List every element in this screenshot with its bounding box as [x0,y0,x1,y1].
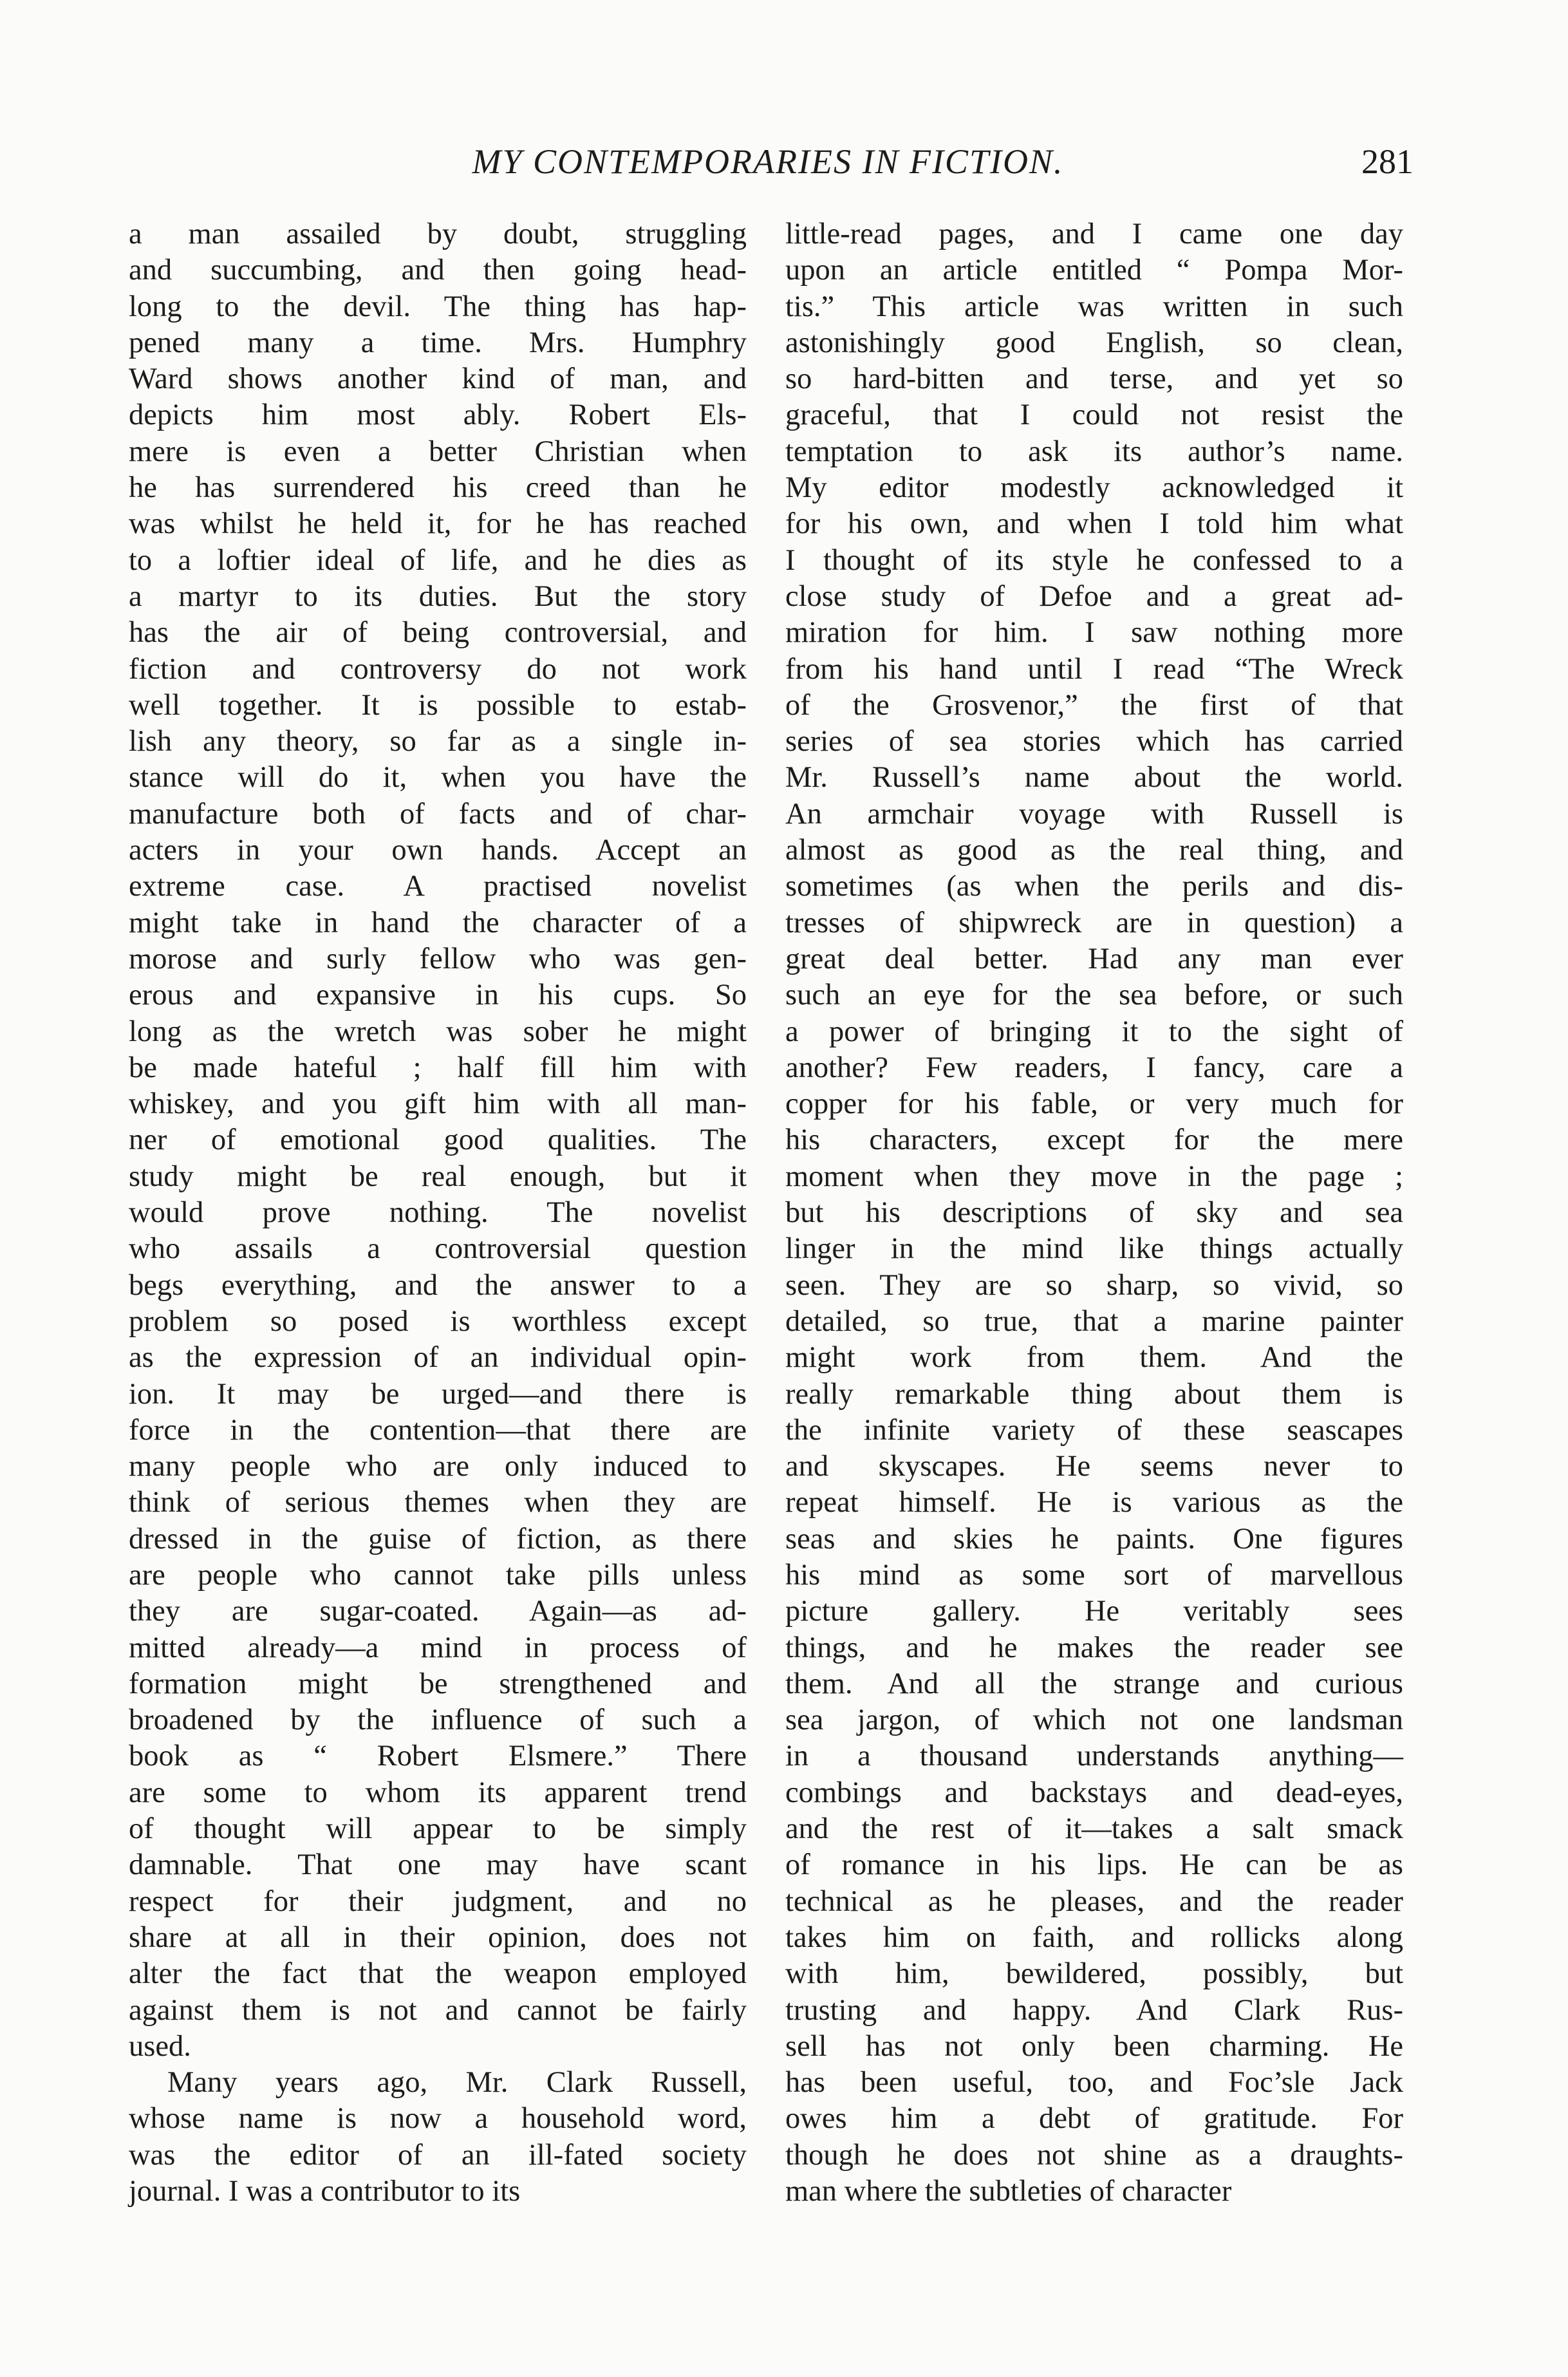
text-line: repeat himself. He is various as the [785,1486,1403,1519]
text-line: takes him on faith, and rollicks along [785,1921,1403,1954]
left-text-column [129,216,747,2210]
text-line: they are sugar-coated. Again—as ad- [129,1595,747,1628]
text-line: are some to whom its apparent trend [129,1776,747,1809]
text-line: from his hand until I read “The Wreck [785,652,1403,686]
text-line: Mr. Russell’s name about the world. [785,761,1403,794]
text-line: combings and backstays and dead-eyes, [785,1776,1403,1809]
text-line: picture gallery. He veritably sees [785,1595,1403,1628]
running-title: MY CONTEMPORARIES IN FICTION. [472,142,1064,181]
text-line: little-read pages, and I came one day [785,218,1403,250]
text-line: with him, bewildered, possibly, but [785,1957,1403,1991]
text-line: My editor modestly acknowledged it [785,471,1403,505]
text-line: of romance in his lips. He can be as [785,1848,1403,1882]
text-line: so hard-bitten and terse, and yet so [785,362,1403,396]
text-line: sea jargon, of which not one landsman [785,1704,1403,1737]
text-line: be made hateful ; half fill him with [129,1051,747,1084]
text-line: and skyscapes. He seems never to [785,1450,1403,1483]
text-line: long to the devil. The thing has hap- [129,290,747,323]
text-line: might work from them. And the [785,1341,1403,1375]
text-line: dressed in the guise of fiction, as there [129,1522,747,1555]
text-line: man where the subtleties of character [785,2175,1232,2208]
text-line: copper for his fable, or very much for [785,1087,1403,1121]
text-line: a power of bringing it to the sight of [785,1015,1403,1048]
text-line: series of sea stories which has carried [785,725,1403,758]
text-line: seas and skies he paints. One figures [785,1522,1403,1555]
text-line: would prove nothing. The novelist [129,1196,747,1230]
text-line: for his own, and when I told him what [785,507,1403,541]
text-line: ion. It may be urged—and there is [129,1377,747,1411]
text-line: as the expression of an individual opin- [129,1341,747,1375]
text-line: journal. I was a contributor to its [129,2175,521,2208]
text-line: a man assailed by doubt, struggling [129,218,747,250]
text-line: begs everything, and the answer to a [129,1268,747,1302]
text-line: trusting and happy. And Clark Rus- [785,1993,1403,2027]
text-line: mitted already—a mind in process of [129,1631,747,1664]
text-line: such an eye for the sea before, or such [785,979,1403,1012]
text-line: technical as he pleases, and the reader [785,1884,1403,1918]
text-line: whiskey, and you gift him with all man- [129,1087,747,1121]
text-line: of the Grosvenor,” the first of that [785,688,1403,722]
text-line: in a thousand understands anything— [785,1740,1403,1773]
text-line: a martyr to its duties. But the story [129,579,747,613]
text-line: Many years ago, Mr. Clark Russell, [167,2066,747,2100]
text-line: seen. They are so sharp, so vivid, so [785,1268,1403,1302]
text-line: force in the contention—that there are [129,1413,747,1447]
text-line: things, and he makes the reader see [785,1631,1403,1664]
text-line: the infinite variety of these seascapes [785,1413,1403,1447]
text-line: stance will do it, when you have the [129,761,747,794]
text-line: study might be real enough, but it [129,1160,747,1193]
text-line: detailed, so true, that a marine painter [785,1304,1403,1338]
text-line: he has surrendered his creed than he [129,471,747,505]
text-line: respect for their judgment, and no [129,1884,747,1918]
text-line: but his descriptions of sky and sea [785,1196,1403,1230]
text-line: was whilst he held it, for he has reached [129,507,747,541]
text-line: was the editor of an ill-fated society [129,2138,747,2172]
text-line: sell has not only been charming. He [785,2029,1403,2063]
right-text-column [785,216,1403,2210]
text-line: against them is not and cannot be fairly [129,1993,747,2027]
text-line: astonishingly good English, so clean, [785,326,1403,359]
text-line: miration for him. I saw nothing more [785,616,1403,650]
text-line: really remarkable thing about them is [785,1377,1403,1411]
text-line: almost as good as the real thing, and [785,834,1403,867]
text-line: them. And all the strange and curious [785,1667,1403,1700]
text-line: depicts him most ably. Robert Els- [129,399,747,432]
text-line: mere is even a better Christian when [129,435,747,468]
text-line: temptation to ask its author’s name. [785,435,1403,468]
text-line: I thought of its style he confessed to a [785,543,1403,577]
text-line: his characters, except for the mere [785,1123,1403,1157]
text-line: share at all in their opinion, does not [129,1921,747,1954]
text-line: might take in hand the character of a [129,906,747,939]
text-line: moment when they move in the page ; [785,1160,1403,1193]
text-line: manufacture both of facts and of char- [129,797,747,831]
text-line: upon an article entitled “ Pompa Mor- [785,254,1403,287]
text-line: lish any theory, so far as a single in- [129,725,747,758]
page-header [129,139,1414,184]
text-line: extreme case. A practised novelist [129,870,747,903]
text-line: broadened by the influence of such a [129,1704,747,1737]
text-line: his mind as some sort of marvellous [785,1558,1403,1592]
text-line: sometimes (as when the perils and dis- [785,870,1403,903]
text-line: morose and surly fellow who was gen- [129,942,747,975]
text-line: though he does not shine as a draughts- [785,2138,1403,2172]
text-line: linger in the mind like things actually [785,1232,1403,1266]
page-number: 281 [1361,142,1414,181]
text-line: and the rest of it—takes a salt smack [785,1812,1403,1846]
text-line: long as the wretch was sober he might [129,1015,747,1048]
text-line: An armchair voyage with Russell is [785,797,1403,831]
text-line: well together. It is possible to estab- [129,688,747,722]
text-line: many people who are only induced to [129,1450,747,1483]
text-line: are people who cannot take pills unless [129,1558,747,1592]
text-line: pened many a time. Mrs. Humphry [129,326,747,359]
text-line: formation might be strengthened and [129,1667,747,1700]
text-line: damnable. That one may have scant [129,1848,747,1882]
text-line: Ward shows another kind of man, and [129,362,747,396]
text-line: of thought will appear to be simply [129,1812,747,1846]
text-line: owes him a debt of gratitude. For [785,2102,1403,2136]
text-line: who assails a controversial question [129,1232,747,1266]
text-line: great deal better. Had any man ever [785,942,1403,975]
text-line: ner of emotional good qualities. The [129,1123,747,1157]
text-line: whose name is now a household word, [129,2102,747,2136]
text-line: graceful, that I could not resist the [785,399,1403,432]
text-line: and succumbing, and then going head- [129,254,747,287]
text-line: has been useful, too, and Foc’sle Jack [785,2066,1403,2100]
text-line: tis.” This article was written in such [785,290,1403,323]
text-line: tresses of shipwreck are in question) a [785,906,1403,939]
text-line: think of serious themes when they are [129,1486,747,1519]
text-line: problem so posed is worthless except [129,1304,747,1338]
text-line: close study of Defoe and a great ad- [785,579,1403,613]
text-line: another? Few readers, I fancy, care a [785,1051,1403,1084]
text-line: fiction and controversy do not work [129,652,747,686]
text-line: alter the fact that the weapon employed [129,1957,747,1991]
text-line: book as “ Robert Elsmere.” There [129,1740,747,1773]
text-line: erous and expansive in his cups. So [129,979,747,1012]
text-line: acters in your own hands. Accept an [129,834,747,867]
text-line: has the air of being controversial, and [129,616,747,650]
text-line: to a loftier ideal of life, and he dies as [129,543,747,577]
text-line: used. [129,2029,191,2063]
